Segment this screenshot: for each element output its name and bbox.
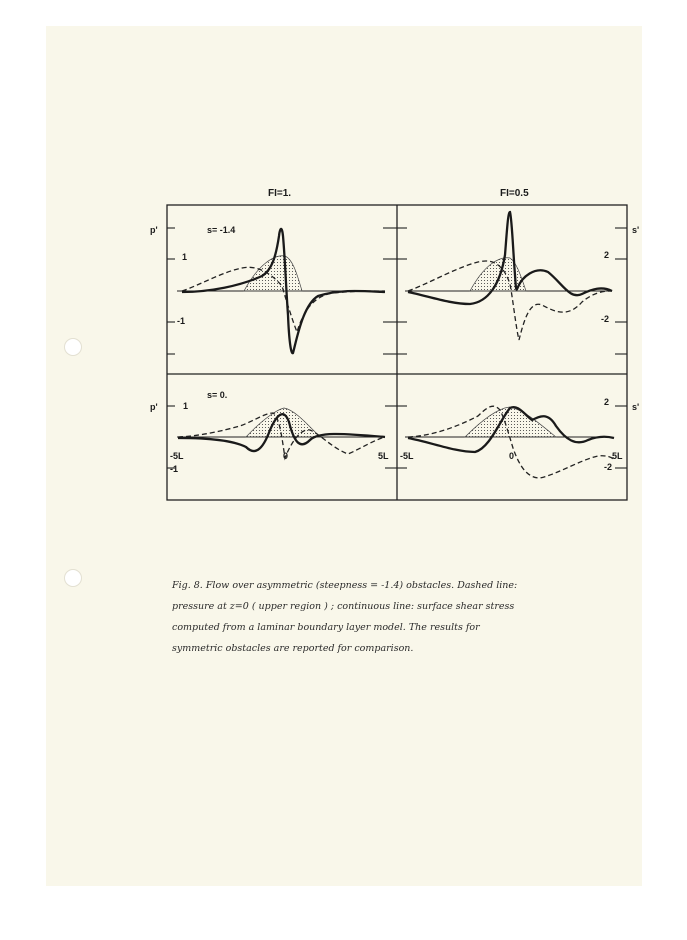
- x-tick-label: -5L: [400, 451, 414, 461]
- column-title-fi-05: FI=0.5: [500, 188, 529, 199]
- caption-line: computed from a laminar boundary layer model. The results for: [172, 622, 480, 633]
- tick-label: 1: [183, 401, 189, 411]
- column-title-fi-1: FI=1.: [268, 188, 292, 199]
- s-axis-label-bottom: s': [632, 402, 640, 412]
- tick-label: 2: [604, 397, 610, 407]
- p-axis-label-top: p': [150, 225, 158, 235]
- x-tick-label: -5L: [170, 451, 184, 461]
- caption-line: pressure at z=0 ( upper region ) ; continuous line: surface shear stress: [172, 601, 515, 612]
- row-label-steep: s= -1.4: [207, 225, 236, 235]
- panel-bottom-left: [178, 408, 385, 458]
- x-tick-label: 5L: [378, 451, 389, 461]
- x-tick-label: 0: [509, 451, 515, 461]
- panel-top-right: [408, 212, 612, 340]
- tick-label: -1: [170, 464, 179, 474]
- s-axis-label-top: s': [632, 225, 640, 235]
- figure-caption: [172, 575, 612, 659]
- tick-label: -2: [601, 314, 610, 324]
- tick-label: -1: [177, 316, 186, 326]
- x-tick-label: 5L: [612, 451, 623, 461]
- tick-label: 2: [604, 250, 610, 260]
- tick-label: 1: [182, 252, 188, 262]
- p-axis-label-bottom: p': [150, 402, 158, 412]
- panel-bottom-right: [408, 406, 614, 478]
- zero-baselines: [177, 291, 612, 437]
- tick-label: -2: [604, 462, 613, 472]
- x-tick-label: 0: [283, 451, 289, 461]
- caption-line: Fig. 8. Flow over asymmetric (steepness = -1.4) obstacles. Dashed line:: [172, 580, 518, 591]
- symmetric-obstacle-shading: [246, 408, 320, 437]
- caption-line: symmetric obstacles are reported for comparison.: [172, 643, 414, 654]
- symmetric-obstacle-shading: [465, 407, 556, 437]
- row-label-symmetric: s= 0.: [207, 390, 228, 400]
